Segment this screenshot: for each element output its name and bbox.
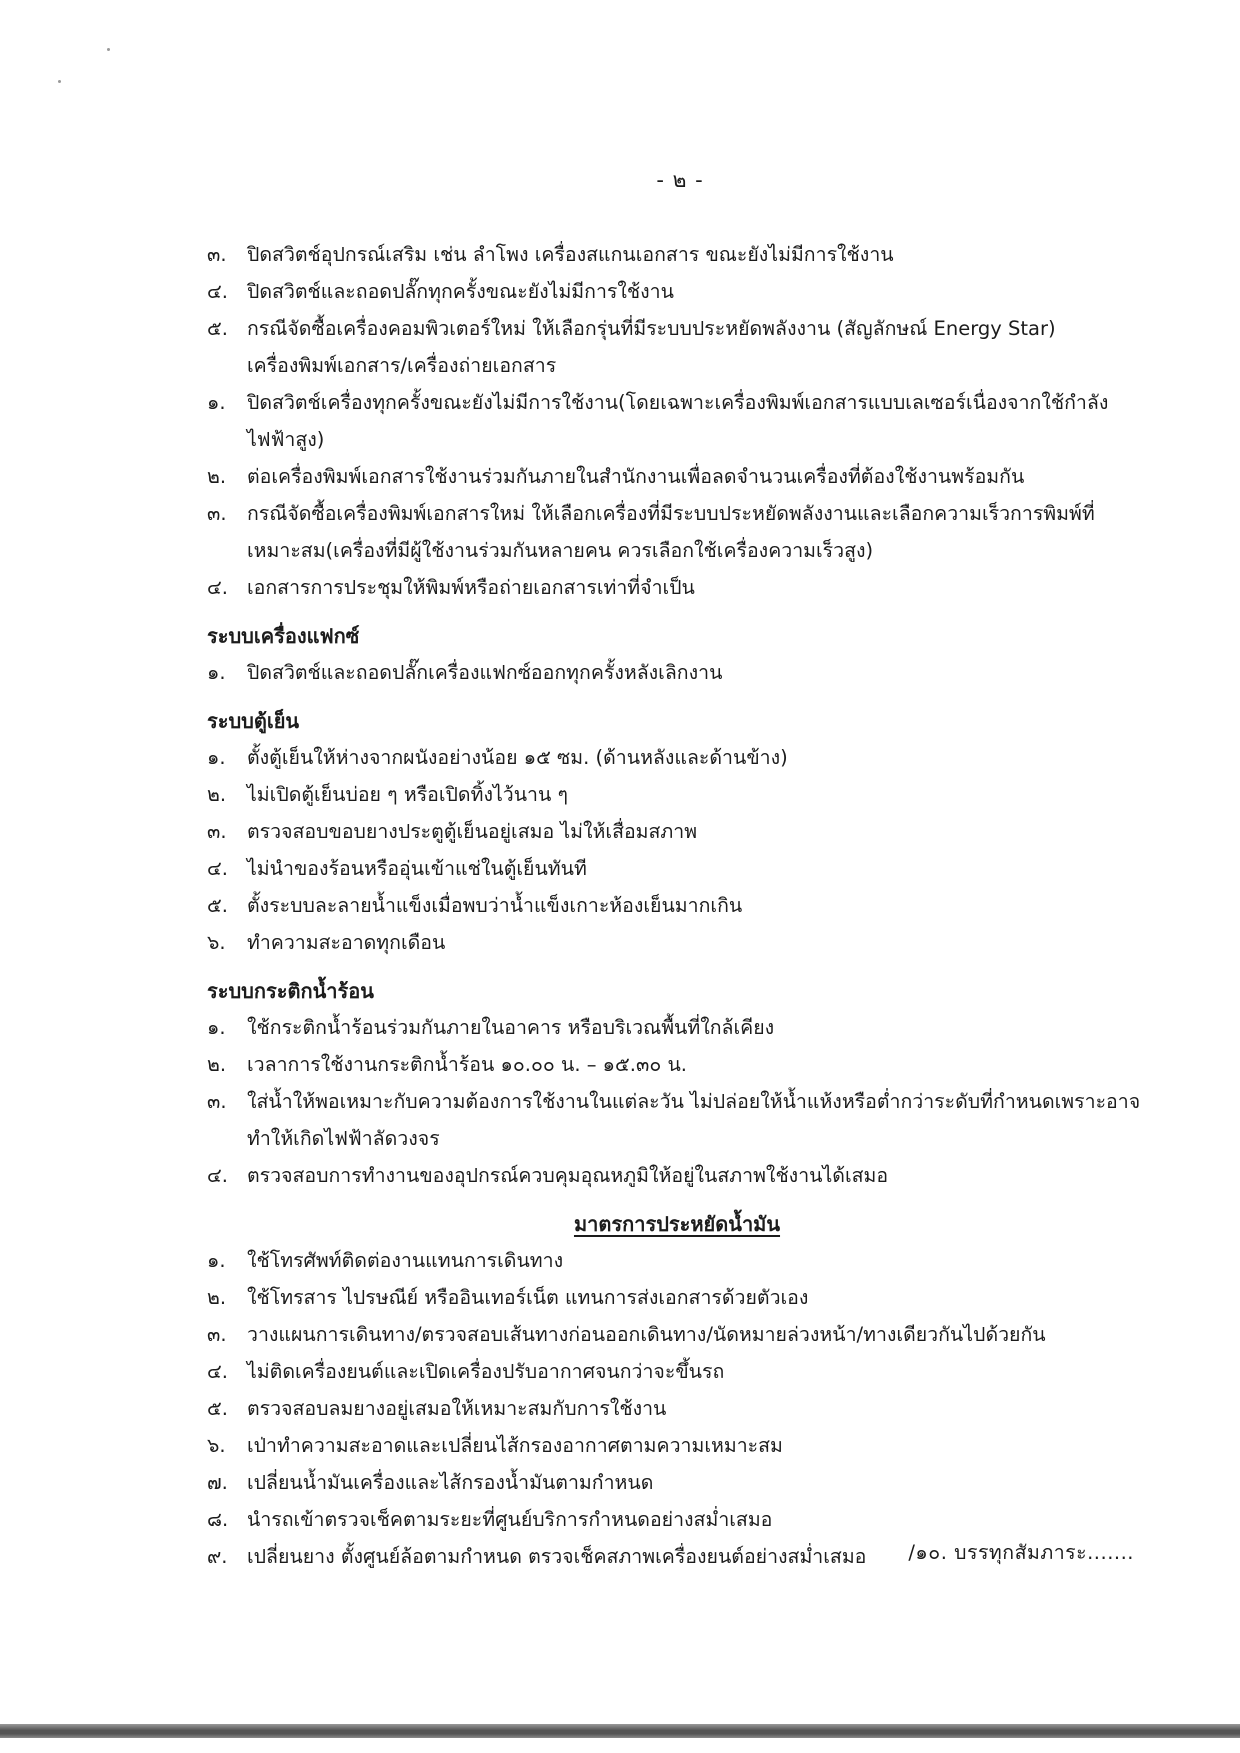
- list-item: [207, 850, 1147, 887]
- list-item-text: ปิดสวิตช์อุปกรณ์เสริม เช่น ลำโพง เครื่องสแกนเอกสาร ขณะยังไม่มีการใช้งาน: [247, 243, 894, 266]
- list-item-text: ตรวจสอบขอบยางประตูตู้เย็นอยู่เสมอ ไม่ให้เสื่อมสภาพ: [247, 820, 698, 843]
- list-item-text: ตรวจสอบการทำงานของอุปกรณ์ควบคุมอุณหภูมิให้อยู่ในสภาพใช้งานได้เสมอ: [247, 1164, 889, 1187]
- list-item-number: ๑.: [207, 1016, 226, 1039]
- document-body: [207, 236, 1147, 1575]
- list-item-text: ปิดสวิตช์และถอดปลั๊กเครื่องแฟกซ์ออกทุกครั้งหลังเลิกงาน: [247, 661, 723, 684]
- section-title: เครื่องพิมพ์เอกสาร/เครื่องถ่ายเอกสาร: [247, 354, 557, 377]
- list-item-text: ทำความสะอาดทุกเดือน: [247, 931, 446, 954]
- list-item-number: ๗.: [207, 1471, 228, 1494]
- list-item-text: ไม่นำของร้อนหรืออุ่นเข้าแช่ในตู้เย็นทันที: [247, 857, 587, 880]
- list-item: [207, 273, 1147, 310]
- section-title: ระบบเครื่องแฟกซ์: [207, 624, 360, 648]
- list-item-text: ปิดสวิตช์และถอดปลั๊กทุกครั้งขณะยังไม่มีการใช้งาน: [247, 280, 674, 303]
- list-item: [207, 384, 1147, 458]
- list-item-text: นำรถเข้าตรวจเช็คตามระยะที่ศูนย์บริการกำหนดอย่างสม่ำเสมอ: [247, 1508, 773, 1531]
- list-item-number: ๔.: [207, 1360, 228, 1383]
- list-item: [207, 310, 1147, 347]
- list-item-number: ๓.: [207, 1090, 227, 1113]
- list-item: [207, 776, 1147, 813]
- list-item-text: ใช้กระติกน้ำร้อนร่วมกันภายในอาคาร หรือบริเวณพื้นที่ใกล้เคียง: [247, 1016, 775, 1039]
- list-item-text: ใส่น้ำให้พอเหมาะกับความต้องการใช้งานในแต่ละวัน ไม่ปล่อยให้น้ำแห้งหรือต่ำกว่าระดับที่กำหนดเพราะอาจทำให้เกิดไฟฟ้าลัดวงจร: [247, 1090, 1141, 1150]
- list-item: [207, 1427, 1147, 1464]
- list-item-text: ตรวจสอบลมยางอยู่เสมอให้เหมาะสมกับการใช้งาน: [247, 1397, 667, 1420]
- list-item: [207, 887, 1147, 924]
- list-item-number: ๒.: [207, 783, 227, 806]
- list-item: [207, 1009, 1147, 1046]
- section-title: ระบบตู้เย็น: [207, 709, 300, 733]
- list-item: [207, 1242, 1147, 1279]
- list-item-number: ๓.: [207, 502, 227, 525]
- list-item-number: ๒.: [207, 1053, 227, 1076]
- list-item-number: ๕.: [207, 1397, 228, 1420]
- list-item: [207, 1501, 1147, 1538]
- list-item-number: ๑.: [207, 1249, 226, 1272]
- list-item-number: ๕.: [207, 894, 228, 917]
- list-item-number: ๒.: [207, 465, 227, 488]
- list-item: [207, 1353, 1147, 1390]
- list-item-text: เอกสารการประชุมให้พิมพ์หรือถ่ายเอกสารเท่าที่จำเป็น: [247, 576, 695, 599]
- list-item: [207, 495, 1147, 569]
- list-item-number: ๑.: [207, 746, 226, 769]
- list-item-number: ๑.: [207, 661, 226, 684]
- list-item-text: เวลาการใช้งานกระติกน้ำร้อน ๑๐.๐๐ น. – ๑๕.๓๐ น.: [247, 1053, 687, 1076]
- list-item-number: ๔.: [207, 576, 228, 599]
- list-item-number: ๔.: [207, 280, 228, 303]
- list-item: [207, 1083, 1147, 1157]
- section: [207, 619, 1147, 691]
- list-item: [207, 569, 1147, 606]
- list-item-text: เปลี่ยนน้ำมันเครื่องและไส้กรองน้ำมันตามกำหนด: [247, 1471, 654, 1494]
- list-item: [207, 1390, 1147, 1427]
- list-item-number: ๕.: [207, 317, 228, 340]
- list-item-number: ๖.: [207, 931, 226, 954]
- list-item-number: ๓.: [207, 243, 227, 266]
- section: [207, 347, 1147, 606]
- list-item-text: ไม่ติดเครื่องยนต์และเปิดเครื่องปรับอากาศจนกว่าจะขึ้นรถ: [247, 1360, 725, 1383]
- section: [207, 704, 1147, 961]
- scan-border: [0, 1724, 1240, 1738]
- list-item-text: ปิดสวิตช์เครื่องทุกครั้งขณะยังไม่มีการใช้งาน(โดยเฉพาะเครื่องพิมพ์เอกสารแบบเลเซอร์เนื่องจากใช้กำลังไฟฟ้าสูง): [247, 391, 1109, 451]
- list-item-number: ๔.: [207, 857, 228, 880]
- section: [207, 236, 1147, 347]
- list-item-text: ไม่เปิดตู้เย็นบ่อย ๆ หรือเปิดทิ้งไว้นาน ๆ: [247, 783, 568, 806]
- section-title: ระบบกระติกน้ำร้อน: [207, 979, 374, 1003]
- list-item: [207, 236, 1147, 273]
- list-item-text: วางแผนการเดินทาง/ตรวจสอบเส้นทางก่อนออกเดินทาง/นัดหมายล่วงหน้า/ทางเดียวกันไปด้วยกัน: [247, 1323, 1046, 1346]
- list-item-number: ๓.: [207, 820, 227, 843]
- list-item: [207, 1464, 1147, 1501]
- list-item-text: กรณีจัดซื้อเครื่องคอมพิวเตอร์ใหม่ ให้เลือกรุ่นที่มีระบบประหยัดพลังงาน (สัญลักษณ์ Energy Star): [247, 317, 1056, 340]
- list-item-text: เปลี่ยนยาง ตั้งศูนย์ล้อตามกำหนด ตรวจเช็คสภาพเครื่องยนต์อย่างสม่ำเสมอ: [247, 1545, 867, 1568]
- section: [207, 974, 1147, 1194]
- list-item-number: ๑.: [207, 391, 226, 414]
- page-number: - ๒ -: [656, 168, 704, 192]
- list-item: [207, 1279, 1147, 1316]
- list-item-text: ใช้โทรสาร ไปรษณีย์ หรืออินเทอร์เน็ต แทนการส่งเอกสารด้วยตัวเอง: [247, 1286, 809, 1309]
- list-item-number: ๒.: [207, 1286, 227, 1309]
- list-item-number: ๔.: [207, 1164, 228, 1187]
- list-item: [207, 924, 1147, 961]
- list-item-number: ๖.: [207, 1434, 226, 1457]
- scan-speck: [107, 48, 110, 51]
- section-title: มาตรการประหยัดน้ำมัน: [573, 1212, 781, 1236]
- list-item-text: ต่อเครื่องพิมพ์เอกสารใช้งานร่วมกันภายในสำนักงานเพื่อลดจำนวนเครื่องที่ต้องใช้งานพร้อมกัน: [247, 465, 1025, 488]
- list-item: [207, 654, 1147, 691]
- scan-speck: [58, 80, 61, 83]
- list-item-number: ๘.: [207, 1508, 229, 1531]
- list-item: [207, 1316, 1147, 1353]
- list-item-text: กรณีจัดซื้อเครื่องพิมพ์เอกสารใหม่ ให้เลือกเครื่องที่มีระบบประหยัดพลังงานและเลือกความเร็วการพิมพ์ที่เหมาะสม(เครื่องที่มีผู้ใช้งานร่วมกันหลายคน ควรเลือกใช้เครื่องความเร็วสูง): [247, 502, 1095, 562]
- list-item: [207, 1046, 1147, 1083]
- list-item-number: ๙.: [207, 1545, 228, 1568]
- list-item-text: ใช้โทรศัพท์ติดต่องานแทนการเดินทาง: [247, 1249, 564, 1272]
- list-item-text: ตั้งตู้เย็นให้ห่างจากผนังอย่างน้อย ๑๕ ซม. (ด้านหลังและด้านข้าง): [247, 746, 788, 769]
- continuation-note: /๑๐. บรรทุกสัมภาระ.......: [908, 1541, 1134, 1564]
- list-item: [207, 739, 1147, 776]
- section: [207, 1207, 1147, 1575]
- list-item-text: ตั้งระบบละลายน้ำแข็งเมื่อพบว่าน้ำแข็งเกาะห้องเย็นมากเกิน: [247, 894, 743, 917]
- list-item-text: เป่าทำความสะอาดและเปลี่ยนไส้กรองอากาศตามความเหมาะสม: [247, 1434, 783, 1457]
- list-item: [207, 813, 1147, 850]
- list-item: [207, 458, 1147, 495]
- list-item-number: ๓.: [207, 1323, 227, 1346]
- list-item: [207, 1157, 1147, 1194]
